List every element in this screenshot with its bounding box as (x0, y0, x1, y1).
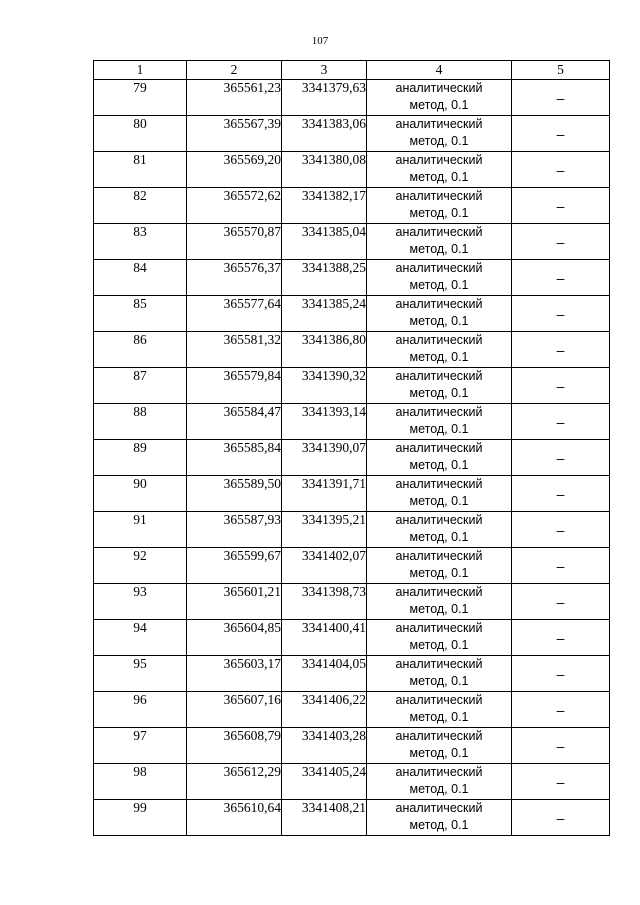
table-header (94, 61, 610, 80)
coordinates-table (93, 60, 610, 836)
column-5-value: – (512, 656, 610, 692)
method-line-1: аналитический (395, 477, 483, 491)
column-header-3: 3 (282, 61, 367, 80)
x-coordinate: 365607,16 (187, 692, 282, 728)
point-number: 91 (94, 512, 187, 548)
table-row (94, 584, 610, 620)
method-cell (367, 224, 512, 260)
y-coordinate: 3341400,41 (282, 620, 367, 656)
table-row (94, 548, 610, 584)
table-row (94, 620, 610, 656)
table-row (94, 152, 610, 188)
point-number: 90 (94, 476, 187, 512)
method-cell (367, 620, 512, 656)
method-line-2: метод, 0.1 (409, 422, 469, 436)
method-line-1: аналитический (395, 225, 483, 239)
method-line-2: метод, 0.1 (409, 278, 469, 292)
method-line-1: аналитический (395, 405, 483, 419)
method-cell (367, 548, 512, 584)
y-coordinate: 3341391,71 (282, 476, 367, 512)
method-line-2: метод, 0.1 (409, 350, 469, 364)
x-coordinate: 365603,17 (187, 656, 282, 692)
table-row (94, 656, 610, 692)
method-line-1: аналитический (395, 81, 483, 95)
method-line-2: метод, 0.1 (409, 530, 469, 544)
column-5-value: – (512, 692, 610, 728)
point-number: 88 (94, 404, 187, 440)
table-row (94, 728, 610, 764)
method-cell (367, 584, 512, 620)
method-line-1: аналитический (395, 333, 483, 347)
table-row (94, 476, 610, 512)
x-coordinate: 365576,37 (187, 260, 282, 296)
method-cell (367, 476, 512, 512)
point-number: 96 (94, 692, 187, 728)
method-cell (367, 116, 512, 152)
table-row (94, 764, 610, 800)
column-5-value: – (512, 368, 610, 404)
point-number: 97 (94, 728, 187, 764)
method-line-1: аналитический (395, 729, 483, 743)
x-coordinate: 365587,93 (187, 512, 282, 548)
column-header-4: 4 (367, 61, 512, 80)
point-number: 99 (94, 800, 187, 836)
table-row (94, 368, 610, 404)
column-5-value: – (512, 332, 610, 368)
table-row (94, 116, 610, 152)
point-number: 84 (94, 260, 187, 296)
y-coordinate: 3341385,24 (282, 296, 367, 332)
method-line-2: метод, 0.1 (409, 818, 469, 832)
x-coordinate: 365567,39 (187, 116, 282, 152)
method-line-1: аналитический (395, 117, 483, 131)
column-5-value: – (512, 440, 610, 476)
column-header-2: 2 (187, 61, 282, 80)
point-number: 86 (94, 332, 187, 368)
method-line-1: аналитический (395, 189, 483, 203)
method-line-1: аналитический (395, 297, 483, 311)
table-row (94, 512, 610, 548)
x-coordinate: 365589,50 (187, 476, 282, 512)
point-number: 79 (94, 80, 187, 116)
column-5-value: – (512, 620, 610, 656)
x-coordinate: 365577,64 (187, 296, 282, 332)
point-number: 89 (94, 440, 187, 476)
x-coordinate: 365584,47 (187, 404, 282, 440)
column-5-value: – (512, 512, 610, 548)
method-cell (367, 332, 512, 368)
method-cell (367, 800, 512, 836)
method-cell (367, 404, 512, 440)
table-row (94, 188, 610, 224)
table-row (94, 332, 610, 368)
column-5-value: – (512, 188, 610, 224)
point-number: 85 (94, 296, 187, 332)
column-5-value: – (512, 584, 610, 620)
x-coordinate: 365599,67 (187, 548, 282, 584)
column-5-value: – (512, 80, 610, 116)
x-coordinate: 365561,23 (187, 80, 282, 116)
x-coordinate: 365608,79 (187, 728, 282, 764)
y-coordinate: 3341388,25 (282, 260, 367, 296)
method-line-2: метод, 0.1 (409, 746, 469, 760)
table-body (94, 80, 610, 836)
point-number: 83 (94, 224, 187, 260)
y-coordinate: 3341405,24 (282, 764, 367, 800)
column-5-value: – (512, 728, 610, 764)
column-5-value: – (512, 116, 610, 152)
point-number: 81 (94, 152, 187, 188)
x-coordinate: 365572,62 (187, 188, 282, 224)
y-coordinate: 3341386,80 (282, 332, 367, 368)
method-line-1: аналитический (395, 513, 483, 527)
method-line-1: аналитический (395, 621, 483, 635)
y-coordinate: 3341404,05 (282, 656, 367, 692)
table-row (94, 260, 610, 296)
method-line-1: аналитический (395, 693, 483, 707)
method-line-2: метод, 0.1 (409, 242, 469, 256)
y-coordinate: 3341398,73 (282, 584, 367, 620)
x-coordinate: 365581,32 (187, 332, 282, 368)
method-line-2: метод, 0.1 (409, 98, 469, 112)
y-coordinate: 3341390,32 (282, 368, 367, 404)
column-header-1: 1 (94, 61, 187, 80)
column-5-value: – (512, 764, 610, 800)
method-cell (367, 656, 512, 692)
x-coordinate: 365585,84 (187, 440, 282, 476)
table-row (94, 440, 610, 476)
y-coordinate: 3341390,07 (282, 440, 367, 476)
method-line-1: аналитический (395, 801, 483, 815)
method-line-1: аналитический (395, 261, 483, 275)
header-row (94, 61, 610, 80)
point-number: 94 (94, 620, 187, 656)
point-number: 95 (94, 656, 187, 692)
method-line-1: аналитический (395, 585, 483, 599)
column-5-value: – (512, 548, 610, 584)
method-line-2: метод, 0.1 (409, 458, 469, 472)
method-line-2: метод, 0.1 (409, 566, 469, 580)
method-cell (367, 260, 512, 296)
column-5-value: – (512, 152, 610, 188)
y-coordinate: 3341406,22 (282, 692, 367, 728)
method-cell (367, 728, 512, 764)
y-coordinate: 3341393,14 (282, 404, 367, 440)
method-cell (367, 80, 512, 116)
x-coordinate: 365601,21 (187, 584, 282, 620)
y-coordinate: 3341385,04 (282, 224, 367, 260)
method-line-1: аналитический (395, 549, 483, 563)
method-cell (367, 188, 512, 224)
y-coordinate: 3341383,06 (282, 116, 367, 152)
method-cell (367, 368, 512, 404)
y-coordinate: 3341408,21 (282, 800, 367, 836)
method-line-2: метод, 0.1 (409, 602, 469, 616)
table-row (94, 404, 610, 440)
method-cell (367, 440, 512, 476)
method-cell (367, 296, 512, 332)
point-number: 80 (94, 116, 187, 152)
page-number: 107 (311, 35, 329, 47)
method-line-2: метод, 0.1 (409, 206, 469, 220)
method-cell (367, 512, 512, 548)
y-coordinate: 3341403,28 (282, 728, 367, 764)
method-line-1: аналитический (395, 441, 483, 455)
method-line-2: метод, 0.1 (409, 386, 469, 400)
column-5-value: – (512, 404, 610, 440)
point-number: 82 (94, 188, 187, 224)
method-line-1: аналитический (395, 657, 483, 671)
column-5-value: – (512, 296, 610, 332)
method-line-2: метод, 0.1 (409, 674, 469, 688)
point-number: 92 (94, 548, 187, 584)
table-row (94, 296, 610, 332)
method-line-2: метод, 0.1 (409, 170, 469, 184)
column-header-5: 5 (512, 61, 610, 80)
table-row (94, 80, 610, 116)
column-5-value: – (512, 800, 610, 836)
x-coordinate: 365569,20 (187, 152, 282, 188)
method-line-2: метод, 0.1 (409, 314, 469, 328)
method-line-1: аналитический (395, 369, 483, 383)
method-cell (367, 692, 512, 728)
point-number: 87 (94, 368, 187, 404)
y-coordinate: 3341402,07 (282, 548, 367, 584)
column-5-value: – (512, 224, 610, 260)
table-row (94, 692, 610, 728)
x-coordinate: 365612,29 (187, 764, 282, 800)
table-row (94, 800, 610, 836)
x-coordinate: 365579,84 (187, 368, 282, 404)
method-line-2: метод, 0.1 (409, 134, 469, 148)
method-line-1: аналитический (395, 765, 483, 779)
method-cell (367, 152, 512, 188)
y-coordinate: 3341380,08 (282, 152, 367, 188)
method-line-1: аналитический (395, 153, 483, 167)
y-coordinate: 3341382,17 (282, 188, 367, 224)
x-coordinate: 365570,87 (187, 224, 282, 260)
y-coordinate: 3341395,21 (282, 512, 367, 548)
table-row (94, 224, 610, 260)
method-line-2: метод, 0.1 (409, 638, 469, 652)
method-line-2: метод, 0.1 (409, 710, 469, 724)
y-coordinate: 3341379,63 (282, 80, 367, 116)
method-line-2: метод, 0.1 (409, 494, 469, 508)
column-5-value: – (512, 260, 610, 296)
point-number: 98 (94, 764, 187, 800)
method-line-2: метод, 0.1 (409, 782, 469, 796)
point-number: 93 (94, 584, 187, 620)
method-cell (367, 764, 512, 800)
x-coordinate: 365610,64 (187, 800, 282, 836)
x-coordinate: 365604,85 (187, 620, 282, 656)
column-5-value: – (512, 476, 610, 512)
